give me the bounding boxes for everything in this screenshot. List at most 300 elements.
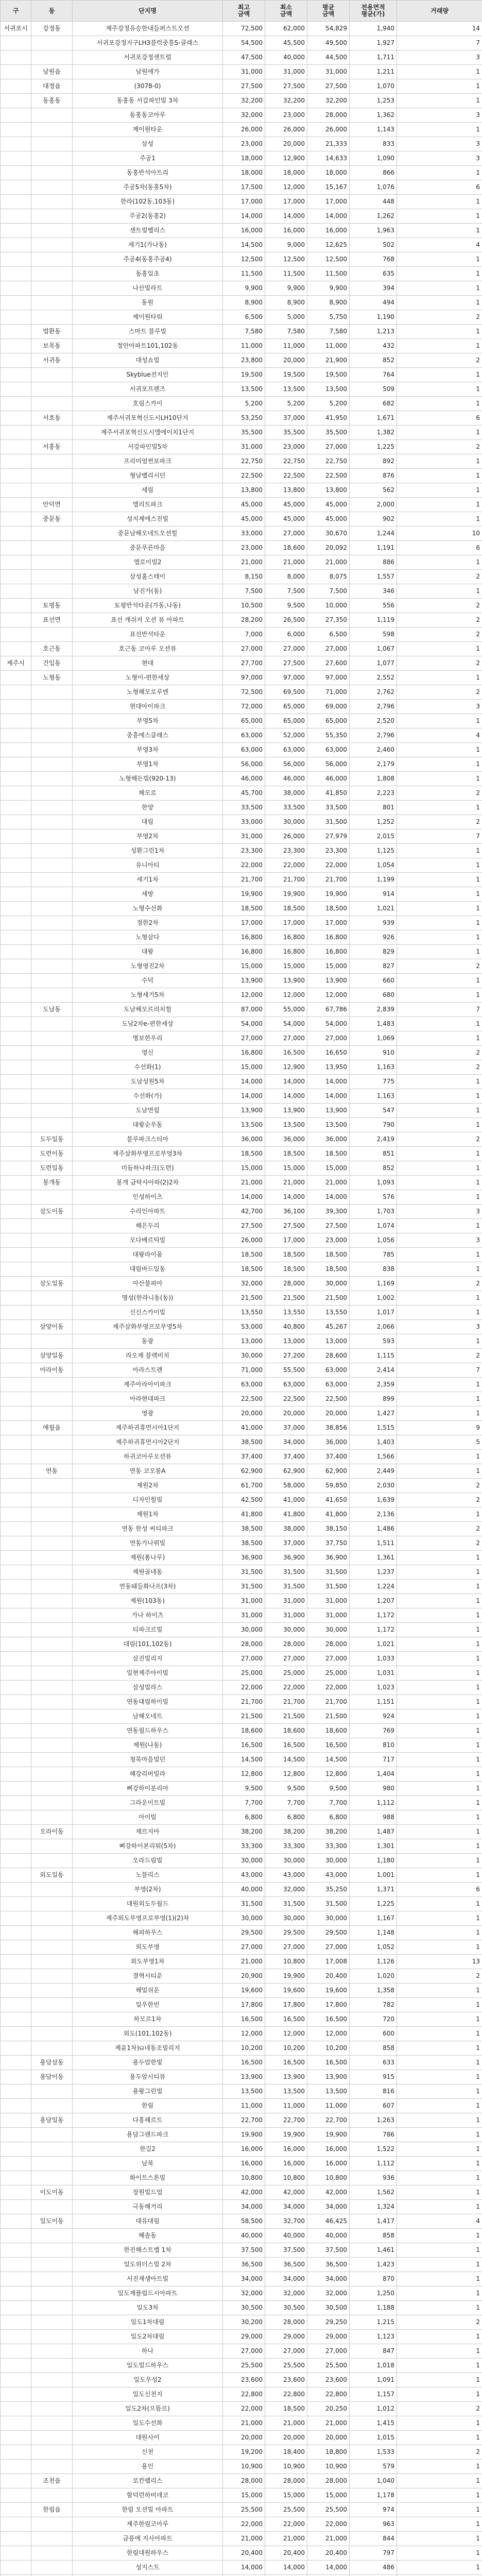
table-row[interactable] bbox=[1, 2532, 482, 2546]
cell-gu bbox=[1, 2171, 31, 2185]
table-row[interactable] bbox=[1, 1926, 482, 1940]
table-row[interactable] bbox=[1, 642, 482, 656]
table-row[interactable] bbox=[1, 1277, 482, 1291]
table-row[interactable] bbox=[1, 108, 482, 123]
table-row[interactable] bbox=[1, 2012, 482, 2027]
cell-max-price: 40,000 bbox=[223, 2229, 265, 2243]
cell-area-avg: 1,423 bbox=[350, 2258, 397, 2272]
table-row[interactable] bbox=[1, 988, 482, 1003]
table-row[interactable] bbox=[1, 570, 482, 584]
table-row[interactable] bbox=[1, 1147, 482, 1161]
cell-volume: 2 bbox=[397, 685, 482, 700]
table-row[interactable] bbox=[1, 930, 482, 945]
cell-gu bbox=[1, 382, 31, 397]
cell-gu bbox=[1, 902, 31, 916]
cell-complex-name: 제주서귀포혁신도시LH10단지 bbox=[73, 411, 223, 426]
cell-gu bbox=[1, 454, 31, 469]
cell-dong: 도련이동 bbox=[31, 1147, 73, 1161]
table-row[interactable] bbox=[1, 1955, 482, 1969]
table-row[interactable] bbox=[1, 426, 482, 440]
cell-dong bbox=[31, 454, 73, 469]
cell-max-price: 87,000 bbox=[223, 1003, 265, 1017]
table-row[interactable] bbox=[1, 2027, 482, 2041]
table-row[interactable] bbox=[1, 310, 482, 325]
cell-area-avg: 1,143 bbox=[350, 123, 397, 137]
cell-min-price: 20,000 bbox=[265, 2431, 307, 2445]
table-row[interactable] bbox=[1, 1580, 482, 1594]
table-row[interactable] bbox=[1, 584, 482, 599]
table-row[interactable] bbox=[1, 2460, 482, 2474]
table-row[interactable] bbox=[1, 1897, 482, 1911]
cell-gu bbox=[1, 325, 31, 339]
table-row[interactable] bbox=[1, 1709, 482, 1724]
table-row[interactable] bbox=[1, 1998, 482, 2012]
table-row[interactable] bbox=[1, 801, 482, 815]
table-row[interactable] bbox=[1, 599, 482, 613]
cell-area-avg: 852 bbox=[350, 1161, 397, 1176]
cell-volume: 4 bbox=[397, 238, 482, 252]
table-row[interactable] bbox=[1, 974, 482, 988]
table-row[interactable] bbox=[1, 743, 482, 757]
table-row[interactable] bbox=[1, 2315, 482, 2330]
table-row[interactable] bbox=[1, 656, 482, 671]
cell-min-price: 16,500 bbox=[265, 1738, 307, 1753]
table-row[interactable] bbox=[1, 2157, 482, 2171]
table-row[interactable] bbox=[1, 1796, 482, 1810]
table-row[interactable] bbox=[1, 2286, 482, 2301]
table-row[interactable] bbox=[1, 2142, 482, 2157]
cell-max-price: 18,600 bbox=[223, 1724, 265, 1738]
table-row[interactable] bbox=[1, 2373, 482, 2387]
cell-max-price: 21,000 bbox=[223, 1955, 265, 1969]
cell-dong bbox=[31, 1796, 73, 1810]
table-body bbox=[1, 22, 482, 2576]
table-row[interactable] bbox=[1, 1695, 482, 1709]
table-row[interactable] bbox=[1, 1075, 482, 1089]
cell-max-price: 22,000 bbox=[223, 2402, 265, 2416]
cell-min-price: 12,800 bbox=[265, 1767, 307, 1782]
table-row[interactable] bbox=[1, 1205, 482, 1219]
table-row[interactable] bbox=[1, 1782, 482, 1796]
table-row[interactable] bbox=[1, 1161, 482, 1176]
table-row[interactable] bbox=[1, 1104, 482, 1118]
table-row[interactable] bbox=[1, 887, 482, 902]
cell-max-price: 31,000 bbox=[223, 65, 265, 79]
table-row[interactable] bbox=[1, 700, 482, 714]
table-row[interactable] bbox=[1, 1421, 482, 1435]
cell-min-price: 43,000 bbox=[265, 1868, 307, 1883]
table-row[interactable] bbox=[1, 252, 482, 267]
table-row[interactable] bbox=[1, 483, 482, 498]
cell-complex-name: 영광 bbox=[73, 1406, 223, 1421]
cell-dong: 건입동 bbox=[31, 656, 73, 671]
table-row[interactable] bbox=[1, 1681, 482, 1695]
table-row[interactable] bbox=[1, 2301, 482, 2315]
cell-area-avg: 2,552 bbox=[350, 671, 397, 685]
table-row[interactable] bbox=[1, 2474, 482, 2488]
table-row[interactable] bbox=[1, 195, 482, 209]
cell-gu bbox=[1, 1565, 31, 1580]
table-row[interactable] bbox=[1, 1132, 482, 1147]
table-row[interactable] bbox=[1, 945, 482, 959]
cell-gu bbox=[1, 1233, 31, 1248]
cell-max-price: 31,500 bbox=[223, 1565, 265, 1580]
table-row[interactable] bbox=[1, 1233, 482, 1248]
table-row[interactable] bbox=[1, 267, 482, 281]
table-row[interactable] bbox=[1, 50, 482, 65]
table-row[interactable] bbox=[1, 469, 482, 483]
cell-min-price: 42,000 bbox=[265, 2185, 307, 2200]
cell-dong bbox=[31, 108, 73, 123]
table-row[interactable] bbox=[1, 1738, 482, 1753]
table-row[interactable] bbox=[1, 1406, 482, 1421]
cell-area-avg: 775 bbox=[350, 1075, 397, 1089]
table-row[interactable] bbox=[1, 224, 482, 238]
cell-dong bbox=[31, 281, 73, 296]
table-row[interactable] bbox=[1, 2084, 482, 2099]
table-row[interactable] bbox=[1, 1003, 482, 1017]
cell-complex-name: 명성(한라니동(동)) bbox=[73, 1291, 223, 1306]
table-row[interactable] bbox=[1, 1017, 482, 1031]
cell-avg-price: 21,700 bbox=[307, 873, 350, 887]
table-row[interactable] bbox=[1, 2330, 482, 2344]
cell-avg-price: 38,200 bbox=[307, 1825, 350, 1839]
table-row[interactable] bbox=[1, 1118, 482, 1132]
header-min-price[interactable]: 최소 금액 bbox=[265, 1, 307, 22]
table-row[interactable] bbox=[1, 79, 482, 94]
table-row[interactable] bbox=[1, 1594, 482, 1608]
header-volume[interactable]: 거래량 bbox=[397, 1, 482, 22]
table-row[interactable] bbox=[1, 2344, 482, 2359]
table-row[interactable] bbox=[1, 238, 482, 252]
cell-gu bbox=[1, 1681, 31, 1695]
table-row[interactable] bbox=[1, 1854, 482, 1868]
cell-volume: 2 bbox=[397, 599, 482, 613]
table-row[interactable] bbox=[1, 1219, 482, 1233]
table-row[interactable] bbox=[1, 1623, 482, 1637]
cell-dong bbox=[31, 368, 73, 382]
table-row[interactable] bbox=[1, 1291, 482, 1306]
cell-avg-price: 27,500 bbox=[307, 1219, 350, 1233]
table-row[interactable] bbox=[1, 786, 482, 801]
cell-volume: 1 bbox=[397, 2272, 482, 2286]
table-row[interactable] bbox=[1, 1450, 482, 1464]
cell-avg-price: 27,000 bbox=[307, 1940, 350, 1955]
cell-area-avg: 2,359 bbox=[350, 1378, 397, 1392]
table-row[interactable] bbox=[1, 1363, 482, 1378]
table-row[interactable] bbox=[1, 1652, 482, 1666]
cell-max-price: 38,500 bbox=[223, 1536, 265, 1551]
cell-complex-name: 영신 bbox=[73, 1046, 223, 1060]
cell-gu bbox=[1, 1190, 31, 1205]
table-row[interactable] bbox=[1, 209, 482, 224]
cell-volume: 1 bbox=[397, 281, 482, 296]
table-row[interactable] bbox=[1, 1435, 482, 1450]
table-row[interactable] bbox=[1, 1883, 482, 1897]
table-row[interactable] bbox=[1, 1334, 482, 1349]
cell-max-price: 14,000 bbox=[223, 1075, 265, 1089]
table-row[interactable] bbox=[1, 757, 482, 772]
cell-complex-name: 한림 오션빌 아파트 bbox=[73, 2503, 223, 2517]
cell-area-avg: 2,449 bbox=[350, 1464, 397, 1479]
table-row[interactable] bbox=[1, 1911, 482, 1926]
table-row[interactable] bbox=[1, 368, 482, 382]
table-row[interactable] bbox=[1, 2517, 482, 2532]
table-row[interactable] bbox=[1, 137, 482, 151]
table-row[interactable] bbox=[1, 2402, 482, 2416]
table-row[interactable] bbox=[1, 1536, 482, 1551]
cell-dong bbox=[31, 1984, 73, 1998]
table-row[interactable] bbox=[1, 1940, 482, 1955]
cell-dong bbox=[31, 1854, 73, 1868]
cell-max-price: 43,000 bbox=[223, 1868, 265, 1883]
table-row[interactable] bbox=[1, 541, 482, 555]
table-row[interactable] bbox=[1, 1046, 482, 1060]
cell-min-price: 26,000 bbox=[265, 829, 307, 844]
cell-min-price: 13,500 bbox=[265, 382, 307, 397]
cell-complex-name: 나산빌라트 bbox=[73, 281, 223, 296]
table-row[interactable] bbox=[1, 296, 482, 310]
table-row[interactable] bbox=[1, 1522, 482, 1536]
table-row[interactable] bbox=[1, 94, 482, 108]
table-row[interactable] bbox=[1, 1306, 482, 1320]
header-gu[interactable]: 구 bbox=[1, 1, 31, 22]
table-row[interactable] bbox=[1, 2416, 482, 2431]
cell-min-price: 17,800 bbox=[265, 1998, 307, 2012]
table-row[interactable] bbox=[1, 685, 482, 700]
cell-min-price: 13,550 bbox=[265, 1306, 307, 1320]
table-row[interactable] bbox=[1, 151, 482, 166]
table-row[interactable] bbox=[1, 440, 482, 454]
header-dong[interactable]: 동 bbox=[31, 1, 73, 22]
table-row[interactable] bbox=[1, 1666, 482, 1681]
cell-area-avg: 1,487 bbox=[350, 1825, 397, 1839]
table-row[interactable] bbox=[1, 2387, 482, 2402]
table-row[interactable] bbox=[1, 2561, 482, 2575]
cell-complex-name: 신신스카이빌 bbox=[73, 1306, 223, 1320]
table-row[interactable] bbox=[1, 22, 482, 36]
header-complex-name[interactable]: 단지명 bbox=[73, 1, 223, 22]
cell-min-price: 30,000 bbox=[265, 1911, 307, 1926]
table-row[interactable] bbox=[1, 281, 482, 296]
table-row[interactable] bbox=[1, 498, 482, 512]
table-row[interactable] bbox=[1, 1060, 482, 1075]
table-row[interactable] bbox=[1, 1176, 482, 1190]
table-header bbox=[1, 1, 482, 22]
cell-dong: 중문동 bbox=[31, 512, 73, 527]
table-row[interactable] bbox=[1, 180, 482, 195]
cell-area-avg: 1,301 bbox=[350, 1839, 397, 1854]
table-row[interactable] bbox=[1, 628, 482, 642]
cell-area-avg: 939 bbox=[350, 916, 397, 930]
cell-avg-price: 45,267 bbox=[307, 1320, 350, 1334]
table-row[interactable] bbox=[1, 411, 482, 426]
cell-gu bbox=[1, 1969, 31, 1984]
table-row[interactable] bbox=[1, 2229, 482, 2243]
cell-volume: 1 bbox=[397, 296, 482, 310]
table-row[interactable] bbox=[1, 2171, 482, 2185]
table-row[interactable] bbox=[1, 454, 482, 469]
cell-min-price: 31,500 bbox=[265, 1897, 307, 1911]
table-row[interactable] bbox=[1, 2272, 482, 2286]
cell-gu bbox=[1, 1493, 31, 1507]
cell-min-price: 31,500 bbox=[265, 1565, 307, 1580]
table-row[interactable] bbox=[1, 123, 482, 137]
table-row[interactable] bbox=[1, 858, 482, 873]
cell-avg-price: 20,000 bbox=[307, 1406, 350, 1421]
table-row[interactable] bbox=[1, 1507, 482, 1522]
table-row[interactable] bbox=[1, 1767, 482, 1782]
cell-dong bbox=[31, 1450, 73, 1464]
cell-complex-name: 한림 bbox=[73, 2099, 223, 2113]
table-row[interactable] bbox=[1, 2041, 482, 2056]
table-row[interactable] bbox=[1, 1320, 482, 1334]
cell-max-price: 25,000 bbox=[223, 1666, 265, 1681]
table-row[interactable] bbox=[1, 1248, 482, 1262]
cell-min-price: 6,800 bbox=[265, 1810, 307, 1825]
cell-area-avg: 1,244 bbox=[350, 527, 397, 541]
table-row[interactable] bbox=[1, 555, 482, 570]
cell-avg-price: 14,000 bbox=[307, 1089, 350, 1104]
cell-avg-price: 55,350 bbox=[307, 728, 350, 743]
cell-area-avg: 1,052 bbox=[350, 1940, 397, 1955]
table-row[interactable] bbox=[1, 36, 482, 50]
cell-dong bbox=[31, 1998, 73, 2012]
table-row[interactable] bbox=[1, 1825, 482, 1839]
cell-avg-price: 20,092 bbox=[307, 541, 350, 555]
table-row[interactable] bbox=[1, 829, 482, 844]
table-row[interactable] bbox=[1, 2200, 482, 2214]
cell-complex-name: 제원(통나무) bbox=[73, 1551, 223, 1565]
cell-dong: 아라이동 bbox=[31, 1363, 73, 1378]
table-row[interactable] bbox=[1, 2243, 482, 2258]
cell-avg-price: 14,000 bbox=[307, 209, 350, 224]
cell-dong bbox=[31, 224, 73, 238]
table-row[interactable] bbox=[1, 1608, 482, 1623]
cell-avg-price: 5,200 bbox=[307, 397, 350, 411]
cell-avg-price: 17,800 bbox=[307, 1998, 350, 2012]
table-row[interactable] bbox=[1, 873, 482, 887]
table-row[interactable] bbox=[1, 1984, 482, 1998]
header-avg-price[interactable]: 평균 금액 bbox=[307, 1, 350, 22]
table-row[interactable] bbox=[1, 1493, 482, 1507]
cell-complex-name: 일도우성2 bbox=[73, 2373, 223, 2387]
cell-volume: 3 bbox=[397, 1233, 482, 1248]
table-row[interactable] bbox=[1, 1969, 482, 1984]
cell-min-price: 7,500 bbox=[265, 584, 307, 599]
table-row[interactable] bbox=[1, 772, 482, 786]
table-row[interactable] bbox=[1, 1349, 482, 1363]
cell-dong bbox=[31, 36, 73, 50]
cell-complex-name: 오라드림빌 bbox=[73, 1854, 223, 1868]
table-row[interactable] bbox=[1, 512, 482, 527]
cell-volume: 1 bbox=[397, 714, 482, 728]
table-row[interactable] bbox=[1, 1190, 482, 1205]
table-row[interactable] bbox=[1, 382, 482, 397]
table-row[interactable] bbox=[1, 1565, 482, 1580]
table-row[interactable] bbox=[1, 397, 482, 411]
table-row[interactable] bbox=[1, 1637, 482, 1652]
table-row[interactable] bbox=[1, 1479, 482, 1493]
table-row[interactable] bbox=[1, 844, 482, 858]
table-row[interactable] bbox=[1, 2185, 482, 2200]
cell-gu bbox=[1, 1868, 31, 1883]
header-max-price[interactable]: 최고 금액 bbox=[223, 1, 265, 22]
table-row[interactable] bbox=[1, 527, 482, 541]
table-row[interactable] bbox=[1, 2258, 482, 2272]
table-row[interactable] bbox=[1, 2431, 482, 2445]
table-row[interactable] bbox=[1, 916, 482, 930]
table-row[interactable] bbox=[1, 2488, 482, 2503]
cell-dong bbox=[31, 1738, 73, 1753]
table-row[interactable] bbox=[1, 1262, 482, 1277]
table-row[interactable] bbox=[1, 815, 482, 829]
cell-min-price: 28,000 bbox=[265, 1637, 307, 1652]
table-row[interactable] bbox=[1, 166, 482, 180]
table-row[interactable] bbox=[1, 1810, 482, 1825]
cell-max-price: 16,000 bbox=[223, 224, 265, 238]
table-row[interactable] bbox=[1, 1031, 482, 1046]
table-row[interactable] bbox=[1, 339, 482, 353]
table-row[interactable] bbox=[1, 959, 482, 974]
cell-complex-name: 장원빌드업 bbox=[73, 2185, 223, 2200]
cell-volume: 1 bbox=[397, 671, 482, 685]
table-row[interactable] bbox=[1, 1839, 482, 1854]
table-row[interactable] bbox=[1, 2546, 482, 2561]
cell-min-price: 37,000 bbox=[265, 411, 307, 426]
table-row[interactable] bbox=[1, 353, 482, 368]
cell-min-price: 36,000 bbox=[265, 1132, 307, 1147]
cell-volume: 1 bbox=[397, 988, 482, 1003]
table-row[interactable] bbox=[1, 2503, 482, 2517]
table-row[interactable] bbox=[1, 325, 482, 339]
table-row[interactable] bbox=[1, 2099, 482, 2113]
table-row[interactable] bbox=[1, 1464, 482, 1479]
cell-avg-price: 27,000 bbox=[307, 1652, 350, 1666]
table-row[interactable] bbox=[1, 2128, 482, 2142]
table-row[interactable] bbox=[1, 1724, 482, 1738]
cell-gu bbox=[1, 426, 31, 440]
cell-min-price: 6,000 bbox=[265, 628, 307, 642]
cell-dong bbox=[31, 1695, 73, 1709]
table-row[interactable] bbox=[1, 728, 482, 743]
table-row[interactable] bbox=[1, 2214, 482, 2229]
cell-max-price: 97,000 bbox=[223, 671, 265, 685]
table-row[interactable] bbox=[1, 2113, 482, 2128]
cell-volume: 7 bbox=[397, 1003, 482, 1017]
table-row[interactable] bbox=[1, 2070, 482, 2084]
table-row[interactable] bbox=[1, 1089, 482, 1104]
table-row[interactable] bbox=[1, 613, 482, 628]
table-row[interactable] bbox=[1, 671, 482, 685]
table-row[interactable] bbox=[1, 714, 482, 728]
header-area-avg[interactable]: 전용면적 평균(가) bbox=[350, 1, 397, 22]
table-row[interactable] bbox=[1, 1551, 482, 1565]
cell-gu bbox=[1, 2532, 31, 2546]
table-row[interactable] bbox=[1, 1868, 482, 1883]
table-row[interactable] bbox=[1, 1392, 482, 1406]
table-row[interactable] bbox=[1, 2445, 482, 2460]
cell-min-price: 52,000 bbox=[265, 728, 307, 743]
cell-dong bbox=[31, 137, 73, 151]
table-row[interactable] bbox=[1, 1378, 482, 1392]
table-row[interactable] bbox=[1, 65, 482, 79]
table-row[interactable] bbox=[1, 902, 482, 916]
table-row[interactable] bbox=[1, 2056, 482, 2070]
cell-complex-name: 도남해모르리치힐 bbox=[73, 1003, 223, 1017]
table-row[interactable] bbox=[1, 2359, 482, 2373]
table-row[interactable] bbox=[1, 1753, 482, 1767]
